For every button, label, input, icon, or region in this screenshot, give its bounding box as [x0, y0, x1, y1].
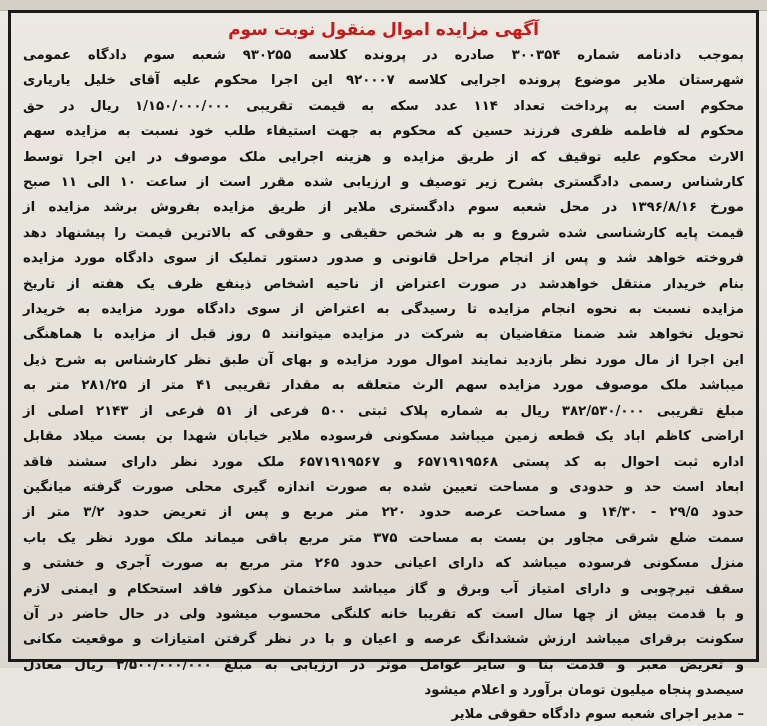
notice-body-line: تحویل نخواهد شد ضمنا متقاضیان به شرکت در مزایده میتوانند ۵ روز قبل از مزایده با هماهنگی: [23, 327, 744, 343]
notice-body-line: شهرستان ملایر موضوع پرونده اجرایی کلاسه ۹۲۰۰۰۷ این اجرا محکوم علیه آقای خلیل یاریاری: [23, 73, 744, 89]
notice-body-line: قیمت پایه کارشناسی شده شروع و به هر شخص حقیقی و حقوقی که بالاترین قیمت را پیشنهاد دهد: [23, 225, 744, 241]
notice-body-line: سقف تیرچوبی و دارای امتیاز آب وبرق و گاز میباشد ساختمان مذکور فاقد استحکام و ایمنی لازم: [23, 581, 744, 597]
notice-body-line: این اجرا از مال مورد نظر بازدید نمایند اموال مورد مزایده و بهای آن طبق نظر کارشناس به شرح ذیل: [23, 352, 744, 368]
notice-body-line: الارث محکوم علیه توقیف که از طریق مزایده و هزینه اجرایی ملک موصوف در این اجرا توسط: [23, 149, 744, 165]
notice-body-line: ابعاد است حد و حدودی و مساحت تعیین شده به صورت اندازه گیری محلی صورت گرفته میانگین: [23, 479, 744, 495]
notice-body-line: بموجب دادنامه شماره ۳۰۰۳۵۴ صادره در پرونده کلاسه ۹۳۰۲۵۵ شعبه سوم دادگاه عمومی: [23, 48, 744, 63]
notice-body-line: محکوم له فاطمه ظفری فرزند حسین که محکوم به جهت استیفاء طلب خود نسبت به مزایده سهم: [23, 124, 744, 140]
notice-title: آگهی مزایده اموال منقول نوبت سوم: [228, 20, 539, 40]
notice-body-line: کارشناس رسمی دادگستری بشرح زیر توصیف و ارزیابی شده مقرر است از ساعت ۱۰ الی ۱۱ صبح: [23, 175, 744, 191]
notice-body-line: مزایده نسبت به نحوه انجام مزایده تا رسیدگی به اعتراض از سوی دادگاه مورد مزایده به خریدار: [23, 302, 744, 318]
notice-body-line: و با قدمت بیش از چها سال است که تقریبا خانه کلنگی محسوب میشود ولی در حال حاضر در آن: [23, 606, 744, 622]
notice-body-line: سیصدو پنجاه میلیون تومان برآورد و اعلام میشود: [424, 683, 744, 699]
notice-body-line: و تعریض معبر و قدمت بنا و سایر عوامل موثر در ارزیابی به مبلغ ۳/۵۰۰/۰۰۰/۰۰۰ ریال معادل: [23, 657, 745, 673]
notice-body-line: بنام خریدار منتقل خواهدشد در صورت اعتراض از ناحیه اشخاص ذینفع ظرف یک هفته از تاریخ: [23, 276, 744, 292]
notice-body: [23, 43, 744, 704]
notice-body-line: منزل مسکونی فرسوده میباشد که دارای اعیانی حدود ۲۶۵ متر مربع به صورت آجری و خشتی و: [23, 556, 744, 572]
notice-body-line: اداره ثبت احوال به کد پستی ۶۵۷۱۹۱۹۵۶۸ و ۶۵۷۱۹۱۹۵۶۷ ملک مورد نظر دارای سشند فاقد: [23, 454, 744, 470]
notice-body-line: اراضی کاظم اباد یک قطعه زمین میباشد مسکونی فرسوده ملایر خیابان شهدا بن بست میلاد مقابل: [23, 429, 744, 445]
notice-body-line: مورخ ۱۳۹۶/۸/۱۶ در محل شعبه سوم دادگستری ملایر از طریق مزایده بفروش برشد مزایده از: [23, 200, 744, 216]
notice-frame: [8, 10, 759, 722]
notice-body-line: سکونت برقرای میباشد ارزش ششدانگ عرصه و اعیان و با در نظر گرفتن امتیازات و موقعیت مکانی: [23, 632, 744, 648]
notice-body-line: حدود ۲۹/۵ - ۱۴/۳۰ و مساحت عرصه حدود ۲۲۰ متر مربع و پس از تعریض حدود ۳/۲ متر از: [23, 505, 744, 521]
notice-body-line: مبلغ تقریبی ۳۸۲/۵۳۰/۰۰۰ ریال به شماره پلاک ثبتی ۵۰۰ فرعی از ۵۱ فرعی از ۲۱۴۳ اصلی از: [23, 403, 744, 419]
notice-body-line: میباشد ملک موصوف مورد مزایده سهم الرث متعلقه به مقدار تقریبی ۴۱ متر از ۲۸۱/۲۵ متر به: [23, 378, 744, 394]
notice-body-line: سمت ضلع شرقی مجاور بن بست به مساحت ۳۷۵ متر مربع باقی میماند ملک مورد نظر یک باب: [23, 530, 744, 546]
notice-body-line: فروخته خواهد شد و پس از انجام مراحل قانونی و صدور دستور تملیک از سوی دادگاه مورد مزایده: [23, 251, 744, 267]
notice-signature: – مدیر اجرای شعبه سوم دادگاه حقوقی ملایر: [451, 706, 744, 722]
notice-body-line: محکوم است به پرداخت تعداد ۱۱۴ عدد سکه به قیمت تقریبی ۱/۱۵۰/۰۰۰/۰۰۰ ریال در حق: [23, 98, 744, 114]
